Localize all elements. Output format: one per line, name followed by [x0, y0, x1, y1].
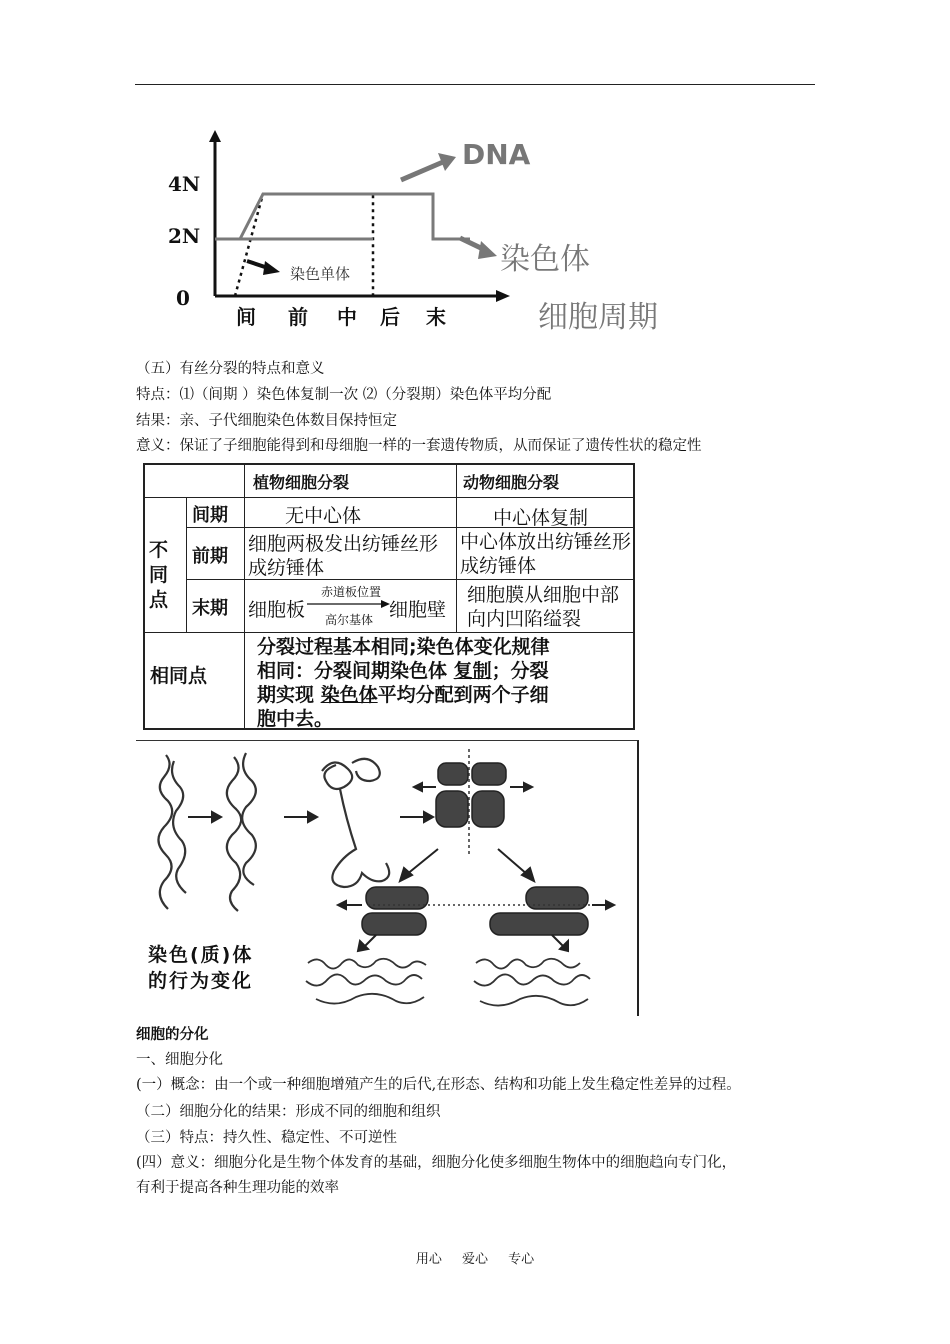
telophase-chromatin	[306, 959, 590, 1006]
same-content	[245, 633, 633, 728]
differentiation-l3: （二）细胞分化的结果：形成不同的细胞和组织	[136, 1104, 441, 1120]
phase-prophase: 前	[288, 305, 308, 329]
arrow-left-icon	[338, 901, 346, 909]
chromosome-caption-line-1: 染色(质)体	[148, 944, 254, 966]
differentiation-l2: (一）概念：由一个或一种细胞增殖产生的后代,在形态、结构和功能上发生稳定性差异的过程。	[136, 1077, 741, 1093]
arrow-right-icon	[308, 812, 317, 822]
same-line-4: 胞中去。	[257, 708, 334, 730]
label-chromosome: 染色体	[500, 242, 590, 277]
page-footer: 用心 爱心 专心	[415, 1252, 535, 1267]
mitosis-title: （五）有丝分裂的特点和意义	[136, 361, 325, 377]
dna-arrow	[401, 162, 443, 180]
arrow-right-icon	[212, 812, 221, 822]
header-plant: 植物细胞分裂	[245, 465, 457, 498]
cell-corner	[145, 465, 245, 498]
y-axis-arrow-icon	[209, 130, 221, 142]
row-diff-label: 不同点	[145, 498, 187, 633]
chromosome-caption-line-2: 的行为变化	[148, 970, 254, 992]
arrow-left-icon	[414, 783, 422, 791]
differentiation-l4: （三）特点：持久性、稳定性、不可逆性	[136, 1130, 397, 1146]
chromatin-thread-1	[158, 755, 172, 909]
label-chromatid: 染色单体	[290, 265, 351, 283]
telophase-arrow-icon	[305, 598, 391, 610]
label-cell-cycle: 细胞周期	[538, 300, 658, 335]
animal-telophase: 细胞膜从细胞中部向内凹陷缢裂	[457, 580, 633, 633]
header-rule	[135, 84, 815, 85]
dna-line	[215, 194, 470, 239]
comparison-table	[143, 463, 635, 730]
phase-prophase-cell: 前期	[187, 528, 245, 580]
same-line-2: 相同：分裂间期染色体 复制；分裂	[257, 660, 549, 682]
mitosis-meaning: 意义：保证了子细胞能得到和母细胞一样的一套遗传物质，从而保证了遗传性状的稳定性	[136, 438, 702, 454]
arrow-down-right-icon	[560, 941, 568, 951]
metaphase-chromosomes	[436, 763, 506, 827]
prophase-chromosome	[322, 759, 380, 789]
phase-metaphase: 中	[337, 305, 357, 329]
phase-telophase-cell: 末期	[187, 580, 245, 633]
label-dna: DNA	[462, 138, 531, 171]
anaphase-chromosomes	[362, 887, 588, 935]
dna-chromosome-graph	[160, 120, 680, 340]
plant-prophase: 细胞两极发出纺锤丝形成纺锤体	[245, 528, 457, 580]
header-animal: 动物细胞分裂	[457, 465, 633, 498]
arrow-down-right-icon	[522, 868, 534, 881]
plant-telophase: 细胞板 赤道板位置 高尔基体 细胞壁	[245, 580, 457, 633]
phase-telophase: 末	[426, 305, 446, 329]
row-same-label: 相同点	[145, 633, 245, 728]
animal-prophase: 中心体放出纺锤丝形成纺锤体	[457, 528, 633, 580]
differentiation-heading: 细胞的分化	[136, 1027, 209, 1043]
chromatid-arrow-head-icon	[263, 261, 280, 275]
mitosis-feature: 特点：⑴（间期 ）染色体复制一次 ⑵（分裂期）染色体平均分配	[136, 387, 552, 403]
arrow-right-icon	[606, 901, 614, 909]
phase-anaphase: 后	[380, 305, 400, 329]
tick-2n: 2N	[168, 224, 201, 248]
same-line-3: 期实现 染色体平均分配到两个子细	[257, 684, 549, 706]
animal-interphase: 中心体复制	[457, 498, 633, 528]
chromosome-arrow-head-icon	[478, 241, 497, 259]
arrow-right-icon	[424, 812, 433, 822]
arrow-down-left-icon	[358, 941, 368, 951]
tick-0: 0	[176, 286, 190, 310]
differentiation-l5: (四）意义：细胞分化是生物个体发育的基础，细胞分化使多细胞生物体中的细胞趋向专门化，	[136, 1155, 737, 1171]
x-axis-arrow-icon	[496, 290, 510, 302]
mitosis-result: 结果：亲、子代细胞染色体数目保持恒定	[136, 413, 397, 429]
phase-interphase: 间	[236, 305, 256, 329]
tick-4n: 4N	[168, 172, 201, 196]
chromatin-thread-2	[227, 757, 241, 911]
arrow-down-left-icon	[400, 868, 412, 881]
arrow-right-icon	[524, 783, 532, 791]
chromosome-behavior-figure	[136, 740, 639, 1016]
differentiation-l6: 有利于提高各种生理功能的效率	[136, 1180, 339, 1196]
plant-interphase: 无中心体	[245, 498, 457, 528]
differentiation-l1: 一、细胞分化	[136, 1052, 223, 1068]
same-line-1: 分裂过程基本相同;染色体变化规律	[257, 636, 550, 658]
phase-interphase-cell: 间期	[187, 498, 245, 528]
